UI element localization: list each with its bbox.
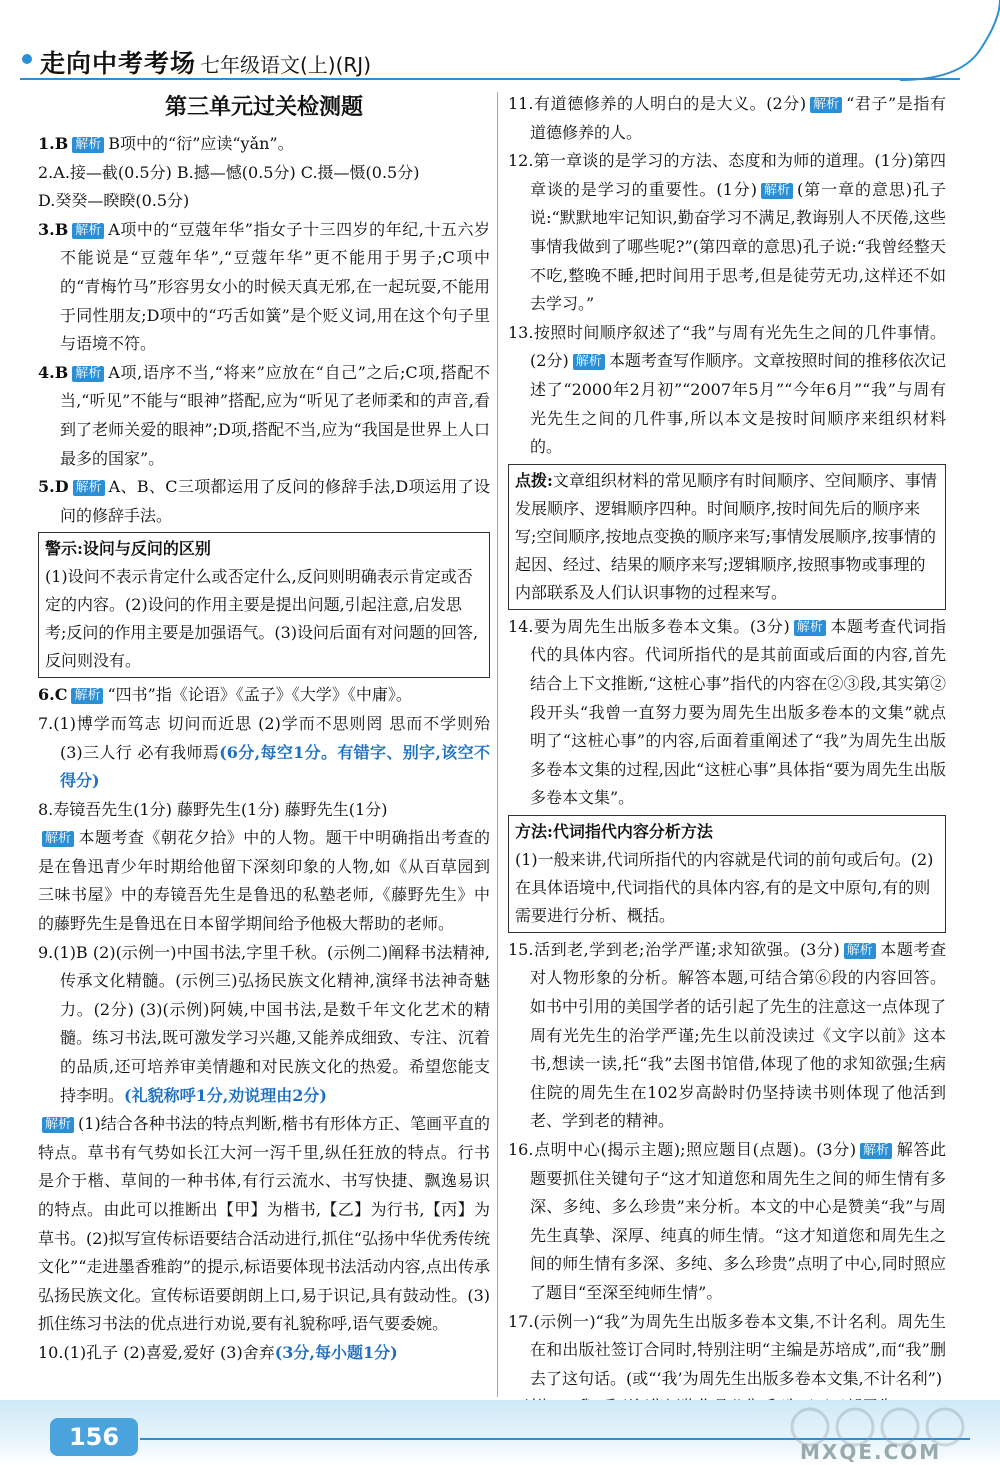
- score-note: (礼貌称呼1分,劝说理由2分): [124, 1085, 327, 1105]
- answer-17: [508, 1308, 946, 1394]
- score-note: (3分,每小题1分): [274, 1342, 398, 1362]
- answer-6: [38, 681, 490, 710]
- answer-text: 15.活到老,学到老;治学严谨;求知欲强。(3分): [508, 939, 840, 959]
- analysis-tag: 解析: [72, 137, 104, 153]
- analysis-tag: 解析: [72, 223, 104, 239]
- answer-5: [38, 473, 490, 530]
- answer-14: [508, 613, 946, 813]
- box-text: (1)一般来讲,代词所指代的内容就是代词的前句或后句。(2)在具体语境中,代词指代的具体内容,有的是文中原句,有的则需要进行分析、概括。: [515, 849, 934, 925]
- answer-text: 17.(示例一)“我”为周先生出版多卷本文集,不计名利。周先生在和出版社签订合同时,特别注明“主编是苏培成”,而“我”删去了这句话。(或“‘我’为周先生出版多卷本文集,不计名利”): [508, 1311, 946, 1388]
- answer-13: [508, 319, 946, 462]
- answer-text: “君子”是指有道德修养的人。: [530, 94, 946, 142]
- answer-12: [508, 147, 946, 319]
- answer-9: [38, 939, 490, 1111]
- header-rule: [20, 78, 960, 80]
- box-text: (1)设问不表示肯定什么或否定什么,反问则明确表示肯定或否定的内容。(2)设问的作用主要是提出问题,引起注意,启发思考;反问的作用主要是加强语气。(3)设问后面有对问题的回答,反问则没有。: [45, 567, 479, 671]
- analysis-tag: 解析: [860, 1143, 892, 1159]
- answer-text: A项,语序不当,“将来”应放在“自己”之后;C项,搭配不当,“听见”不能与“眼神”搭配,应为“听见了老师柔和的声音,看到了老师关爱的眼神”;D项,搭配不当,应为“我国是世界上人口最多的国家”。: [60, 362, 490, 468]
- analysis-tag: 解析: [72, 366, 104, 382]
- answer-text: A项中的“豆蔻年华”指女子十三四岁的年纪,十五六岁不能说是“豆蔻年华”,“豆蔻年华”更不能用于男子;C项中的“青梅竹马”形容男女小的时候天真无邪,在一起玩耍,不能用于同性朋友;D项中的“巧舌如簧”是个贬义词,用在这个句子里与语境不符。: [60, 219, 490, 354]
- answer-4: [38, 359, 490, 473]
- answer-text: 本题考查《朝花夕拾》中的人物。题干中明确指出考查的是在鲁迅青少年时期给他留下深刻印象的人物,如《从百草园到三味书屋》中的寿镜吾先生是鲁迅的私塾老师,《藤野先生》中的藤野先生是鲁迅在日本留学期间给予他极大帮助的老师。: [38, 828, 490, 934]
- answer-9-analysis: [38, 1110, 490, 1339]
- answer-8-analysis: [38, 824, 490, 938]
- answer-10: [38, 1339, 490, 1368]
- answer-15: [508, 936, 946, 1136]
- page-number: 156: [50, 1418, 138, 1456]
- answer-text: 16.点明中心(揭示主题);照应题目(点题)。(3分): [508, 1140, 857, 1160]
- box-title: 点拨:: [515, 470, 553, 490]
- header-brand: 走向中考考场: [40, 49, 197, 78]
- answer-number: 5.D: [38, 477, 69, 497]
- answer-text: 本题考查对人物形象的分析。解答本题,可结合第⑥段的内容回答。如书中引用的美国学者的话引起了先生的注意这一点体现了周有光先生的治学严谨;先生以前没读过《文字以前》这本书,想读一读,托“我”去图书馆借,体现了他的求知欲强;生病住院的周先生在102岁高龄时仍坚持读书则体现了他活到老、学到老的精神。: [530, 939, 947, 1131]
- analysis-tag: 解析: [573, 354, 605, 370]
- answer-2-cont: [38, 187, 490, 216]
- analysis-tag: 解析: [794, 620, 826, 636]
- answer-7: [38, 710, 490, 796]
- answer-text: A、B、C三项都运用了反问的修辞手法,D项运用了设问的修辞手法。: [60, 477, 490, 525]
- answer-text: D.癸癸—睽睽(0.5分): [38, 191, 190, 211]
- watermark-text: MXQE.COM: [800, 1440, 942, 1464]
- header-subtitle: 七年级语文(上)(RJ): [200, 53, 372, 77]
- answer-3: [38, 216, 490, 359]
- section-title: 第三单元过关检测题: [164, 95, 363, 120]
- answer-text: 13.按照时间顺序叙述了“我”与周有光先生之间的几件事情。(2分): [508, 322, 946, 371]
- analysis-tag: 解析: [810, 97, 842, 113]
- answer-number: 4.B: [38, 362, 69, 382]
- answer-text: 11.有道德修养的人明白的是大义。(2分): [508, 94, 807, 113]
- left-column: [38, 90, 490, 1368]
- answer-2: [38, 159, 490, 188]
- answer-text: “四书”指《论语》《孟子》《大学》《中庸》。: [107, 685, 412, 705]
- answer-text: 本题考查写作顺序。文章按照时间的推移依次记述了“2000年2月初”“2007年5月”“今年6月”“我”与周有光先生之间的几件事,所以本文是按时间顺序来组织材料的。: [530, 351, 946, 457]
- answer-16: [508, 1136, 946, 1308]
- analysis-tag: 解析: [42, 1117, 74, 1133]
- box-text: 文章组织材料的常见顺序有时间顺序、空间顺序、事情发展顺序、逻辑顺序四种。时间顺序,按时间先后的顺序来写;空间顺序,按地点变换的顺序来写;事情发展顺序,按事情的起因、经过、结果的顺序来写;逻辑顺序,按照事物或事理的内部联系及人们认识事物的过程来写。: [515, 470, 937, 602]
- answer-text: 14.要为周先生出版多卷本文集。(3分): [508, 616, 790, 636]
- answer-text: 本题考查代词指代的具体内容。代词所指代的是其前面或后面的内容,首先结合上下文推断,“这桩心事”指代的内容在②③段,其实第②段开头“我曾一直努力要为周先生出版多卷本的文集”就点明了“这桩心事”的内容,后面着重阐述了“我”为周先生出版多卷本文集的过程,因此“这桩心事”具体指“要为周先生出版多卷本文集”。: [530, 616, 946, 808]
- bullet-dot-icon: [22, 54, 32, 64]
- score-note: (6分,每空1分。有错字、别字,该空不得分): [60, 742, 490, 791]
- answer-text: 2.A.接—截(0.5分) B.撼—憾(0.5分) C.摄—慑(0.5分): [38, 162, 420, 182]
- analysis-tag: 解析: [844, 943, 876, 959]
- answer-text: B项中的“衍”应读“yǎn”。: [108, 134, 294, 153]
- tip-box: [508, 464, 946, 610]
- answer-number: 3.B: [38, 219, 69, 239]
- right-column: [508, 90, 946, 1422]
- answer-text: 7.(1)博学而笃志 切问而近思 (2)学而不思则罔 思而不学则殆 (3)三人行 必有我师焉: [38, 713, 490, 762]
- box-title: 警示:设问与反问的区别: [45, 539, 211, 559]
- analysis-tag: 解析: [42, 831, 74, 847]
- method-box: [508, 815, 946, 933]
- column-divider: [497, 92, 498, 1397]
- page-header: [0, 0, 1000, 92]
- analysis-tag: 解析: [761, 183, 793, 199]
- answer-11: [508, 90, 946, 147]
- answer-number: 6.C: [38, 685, 68, 705]
- answer-text: (第一章的意思)孔子说:“默默地牢记知识,勤奋学习不满足,教诲别人不厌倦,这些事情我做到了哪些呢?”(第四章的意思)孔子说:“我曾经整天不吃,整晚不睡,把时间用于思考,但是徒劳无功,这样还不如去学习。”: [530, 179, 946, 314]
- answer-text: 解答此题要抓住关键句子“这才知道您和周先生之间的师生情有多深、多纯、多么珍贵”来分析。本文的中心是赞美“我”与周先生真挚、深厚、纯真的师生情。“这才知道您和周先生之间的师生情有多深、多纯、多么珍贵”点明了中心,同时照应了题目“至深至纯师生情”。: [530, 1140, 946, 1302]
- answer-text: 9.(1)B (2)(示例一)中国书法,字里千秋。(示例二)阐释书法精神,传承文化精髓。(示例三)弘扬民族文化精神,演绎书法神奇魅力。(2分) (3)(示例)阿姨,中国书法,是数千年文化艺术的精髓。练习书法,既可激发学习兴趣,又能养成细致、专注、沉着的品质,还可培养审美情趣和对民族文化的热爱。希望您能支持李明。: [38, 942, 490, 1105]
- analysis-tag: 解析: [71, 688, 103, 704]
- page-footer: [0, 1400, 1000, 1465]
- warning-box: [38, 532, 490, 678]
- analysis-tag: 解析: [73, 480, 105, 496]
- header-corner-curve-icon: [900, 0, 1000, 90]
- answer-number: 1.B: [38, 134, 69, 153]
- answer-text: 12.第一章谈的是学习的方法、态度和为师的道理。(1分)第四章谈的是学习的重要性。(1分): [508, 151, 946, 199]
- answer-text: 10.(1)孔子 (2)喜爱,爱好 (3)舍弃: [38, 1342, 275, 1362]
- answer-text: (1)结合各种书法的特点判断,楷书有形体方正、笔画平直的特点。草书有气势如长江大河一泻千里,纵任狂放的特点。行书是介于楷、草间的一种书体,有行云流水、书写快捷、飘逸易识的特点。由此可以推断出【甲】为楷书,【乙】为行书,【丙】为草书。(2)拟写宣传标语要结合活动进行,抓住“弘扬中华优秀传统文化”“走进墨香雅韵”的提示,标语要体现书法活动内容,点出传承弘扬民族文化。宣传标语要朗朗上口,易于识记,具有鼓动性。(3)抓住练习书法的优点进行劝说,要有礼貌称呼,语气要委婉。: [38, 1114, 490, 1334]
- box-title: 方法:代词指代内容分析方法: [515, 821, 713, 841]
- answer-text: 8.寿镜吾先生(1分) 藤野先生(1分) 藤野先生(1分): [38, 799, 388, 819]
- answer-8: [38, 796, 490, 825]
- answer-1: [38, 130, 490, 159]
